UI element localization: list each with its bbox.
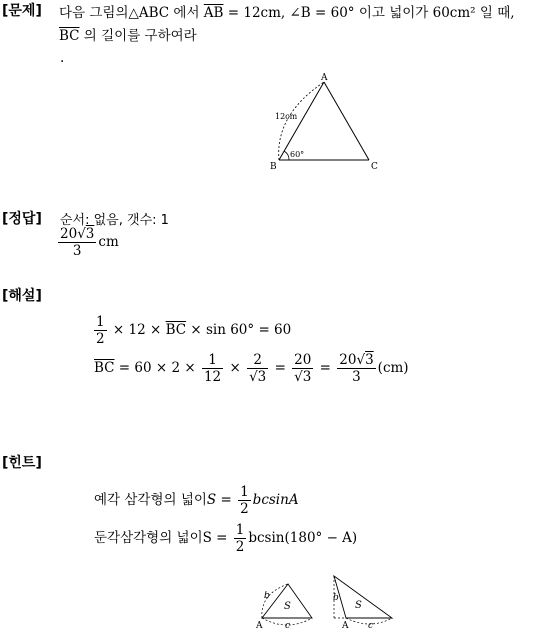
- hint-label: [힌트]: [2, 455, 42, 471]
- svg-text:S: S: [355, 600, 362, 611]
- problem-text-pre: 다음 그림의△ABC 에서: [59, 5, 204, 21]
- svg-text:b: b: [333, 593, 339, 603]
- obtuse-triangle: [334, 576, 392, 618]
- answer-radicand: 3: [85, 226, 95, 242]
- svg-text:A: A: [342, 621, 349, 629]
- svg-text:A: A: [256, 621, 263, 629]
- segment-ab: $\overline{AB}$: [203, 5, 224, 21]
- segment-bc-eq1: $\overline{BC}$: [165, 322, 187, 338]
- answer-unit: cm: [98, 234, 119, 250]
- svg-text:c: c: [368, 621, 374, 629]
- vertex-c-label: C: [371, 162, 378, 172]
- answer-value: [56, 226, 119, 259]
- hint-line-2: 둔각삼각형의 넓이S = $\frac{1}{2}$ bcsin(180° − A): [94, 522, 358, 555]
- solution-equation-1: $\frac{1}{2}$ × $12 \times \overline{BC} \times \sin 60^\circ = 60$: [96, 314, 292, 347]
- angle-label: 60°: [290, 150, 305, 159]
- solution-label: [해설]: [2, 288, 42, 304]
- vertex-b-label: B: [270, 162, 277, 172]
- segment-bc-eq2: $\overline{BC}$: [94, 360, 115, 376]
- vertex-a-label: A: [321, 73, 328, 83]
- hint-line-1: 예각 삼각형의 넓이S = $\frac{1}{2}$ bcsinA: [94, 484, 299, 517]
- triangle-figure: [265, 70, 385, 175]
- answer-denominator: 3: [72, 243, 82, 259]
- answer-meta: 순서: 없음, 갯수: 1: [60, 213, 169, 228]
- side-ac: [324, 82, 369, 160]
- answer-fraction: $\frac{20√3}{3}$: [60, 226, 95, 259]
- problem-line-2: [59, 24, 197, 44]
- answer-label: [정답]: [2, 211, 42, 227]
- answer-coef: 20: [60, 226, 78, 242]
- problem-text-rest: 의 길이를 구하여라: [79, 28, 197, 44]
- problem-label: [문제]: [2, 3, 42, 19]
- solution-equation-2: $\overline{BC} = 60 \times 2$ × $\frac{1}{12}$ × $\frac{2}{√3}$ = $\frac{20}{√3}$ = $\frac{20√3}{3}$ (cm): [94, 352, 409, 385]
- problem-text-mid: = 12cm, ∠B = 60° 이고 넓이가 60cm² 일 때,: [223, 5, 515, 21]
- side-length-label: 12cm: [275, 112, 298, 121]
- segment-bc: $\overline{BC}$: [59, 28, 80, 44]
- problem-line-1: [59, 1, 515, 21]
- hint-triangles-figure: [254, 572, 404, 629]
- problem-dot: .: [60, 50, 65, 66]
- svg-text:b: b: [264, 591, 270, 601]
- svg-text:c: c: [285, 621, 291, 629]
- angle-b-arc: [284, 151, 289, 160]
- svg-text:S: S: [284, 601, 291, 612]
- side-ab: [279, 82, 324, 160]
